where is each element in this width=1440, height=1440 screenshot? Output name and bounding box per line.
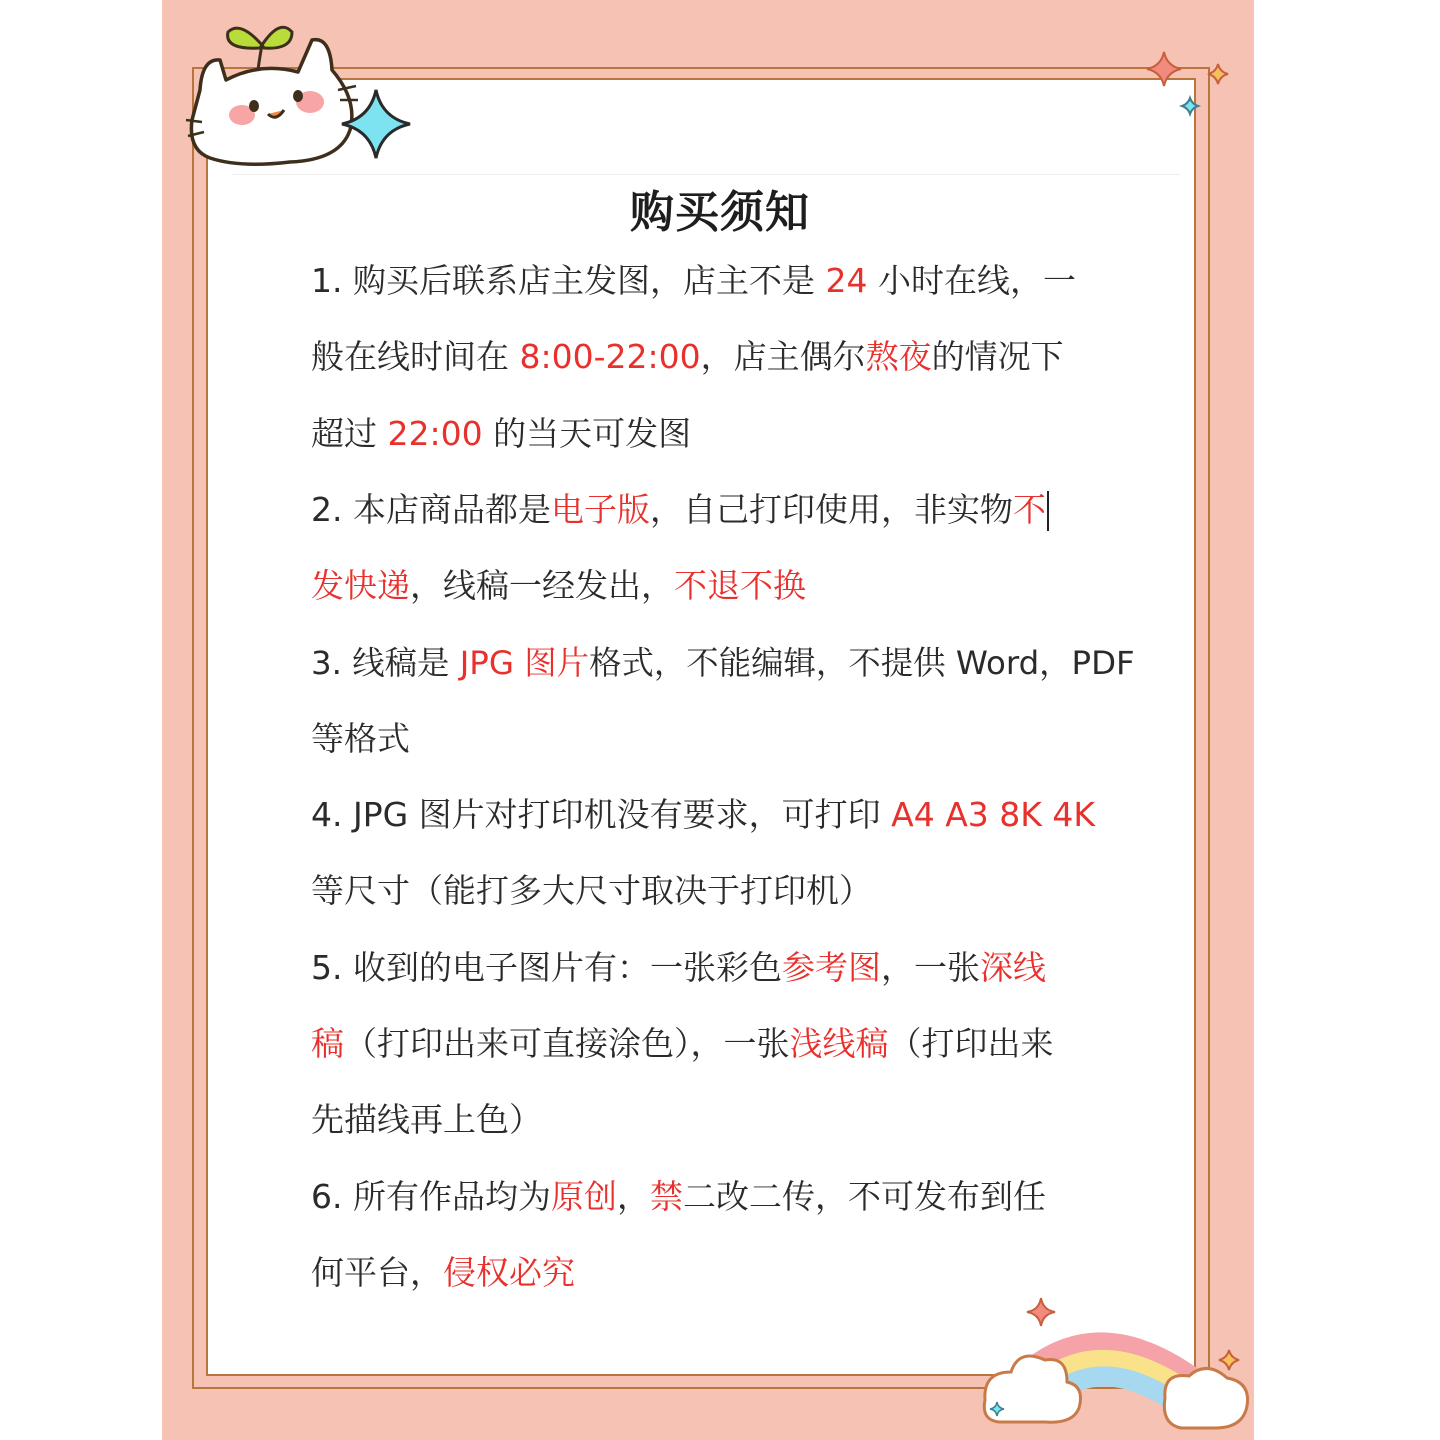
notice-line (311, 790, 1095, 840)
body-text: 等尺寸（能打多大尺寸取决于打印机） (311, 871, 872, 911)
notice-line (311, 332, 1064, 382)
notice-line (311, 1095, 542, 1145)
body-text: 先描线再上色） (311, 1100, 542, 1140)
body-text: 的当天可发图 (482, 413, 692, 453)
highlight-text: 电子版 (550, 489, 650, 529)
body-text: 般在线时间在 (311, 337, 520, 377)
highlight-text: 侵权必究 (443, 1252, 575, 1292)
highlight-text: JPG 图片 (459, 643, 590, 682)
page-title: 购买须知 (630, 187, 810, 238)
body-text: 何平台， (311, 1252, 443, 1292)
body-text: 1. 购买后联系店主发图，店主不是 (311, 261, 826, 300)
highlight-text: 8:00-22:00 (519, 337, 701, 377)
sparkle-star-icon (1140, 46, 1240, 126)
rainbow-cloud-icon (975, 1290, 1255, 1440)
body-text: ，自己打印使用，非实物 (649, 489, 1013, 529)
notice-line (311, 409, 691, 459)
highlight-text: 熬夜 (865, 337, 932, 377)
body-text: 3. 线稿是 (311, 643, 460, 682)
highlight-text: 发快递 (311, 566, 410, 606)
body-text: 超过 (311, 413, 388, 453)
highlight-text: 稿 (311, 1024, 344, 1063)
body-text: （打印出来 (888, 1024, 1054, 1063)
highlight-text: 原创 (550, 1176, 617, 1216)
highlight-text: 22:00 (387, 413, 483, 453)
body-text: ，线稿一经发出， (410, 566, 674, 606)
notice-line (311, 485, 1049, 535)
body-text: 的情况下 (931, 337, 1064, 377)
body-text: ， (616, 1176, 650, 1216)
body-text: （打印出来可直接涂色），一张 (344, 1024, 790, 1063)
text-caret (1047, 491, 1049, 531)
body-text: 小时在线，一 (867, 261, 1076, 300)
cat-with-sprout-icon (180, 10, 420, 180)
notice-line (311, 943, 1046, 993)
highlight-text: 浅线稿 (789, 1024, 889, 1063)
body-text: ，一张 (880, 947, 980, 987)
notice-line (311, 256, 1076, 306)
notice-line (311, 1172, 1046, 1222)
notice-line (311, 714, 410, 764)
body-text: 格式，不能编辑，不提供 Word，PDF (589, 643, 1135, 682)
body-text: 2. 本店商品都是 (311, 489, 551, 529)
notice-line (311, 1248, 575, 1298)
body-text: 4. JPG 图片对打印机没有要求，可打印 (311, 795, 892, 835)
notice-line (311, 1019, 1054, 1069)
body-text: 6. 所有作品均为 (311, 1176, 551, 1216)
notice-line (311, 638, 1135, 688)
highlight-text: 禁 (649, 1176, 683, 1216)
highlight-text: 24 (825, 261, 868, 300)
highlight-text: 参考图 (781, 947, 881, 987)
highlight-text: A4 A3 8K 4K (891, 795, 1096, 835)
highlight-text: 不退不换 (674, 566, 806, 606)
highlight-text: 不 (1012, 489, 1046, 529)
body-text: 等格式 (311, 718, 410, 758)
highlight-text: 深线 (979, 947, 1046, 987)
body-text: 二改二传，不可发布到任 (682, 1176, 1046, 1216)
body-text: ，店主偶尔 (700, 337, 866, 377)
notice-line (311, 561, 806, 611)
notice-line (311, 866, 872, 916)
body-text: 5. 收到的电子图片有：一张彩色 (311, 947, 782, 987)
